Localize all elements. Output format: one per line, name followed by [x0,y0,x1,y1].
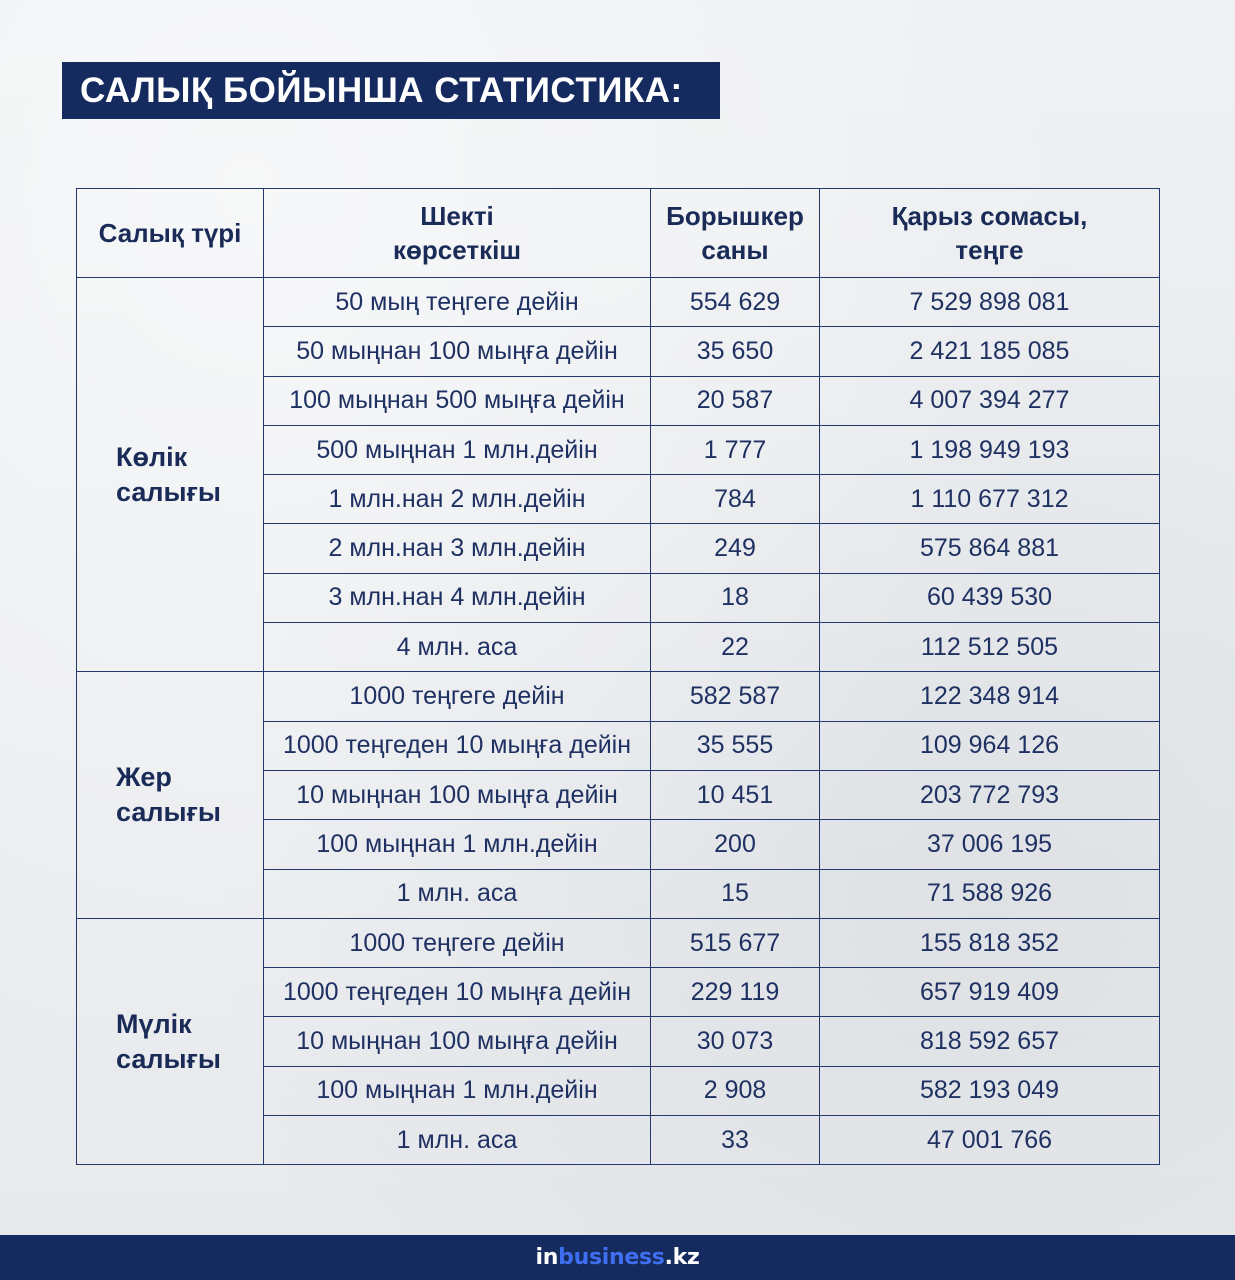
header-threshold-line2: көрсеткіш [393,235,521,265]
threshold-cell: 1000 теңгеге дейін [264,672,651,721]
debtors-cell: 22 [651,623,820,672]
threshold-cell: 1000 теңгеге дейін [264,918,651,967]
amount-cell: 1 198 949 193 [820,425,1160,474]
tax-type-name-line1: Мүлік [116,1008,192,1039]
header-threshold-line1: Шекті [420,201,494,231]
header-amount [820,189,1160,278]
header-threshold [264,189,651,278]
threshold-cell: 2 млн.нан 3 млн.дейін [264,524,651,573]
header-tax-type-label: Салық түрі [98,218,242,248]
logo-accent: business [558,1245,665,1270]
tax-type-cell [77,672,264,918]
header-tax-type [77,189,264,278]
page-title-banner [62,62,720,119]
threshold-cell: 1000 теңгеден 10 мыңға дейін [264,721,651,770]
amount-cell: 47 001 766 [820,1116,1160,1165]
table-header-row [77,189,1160,278]
amount-cell: 2 421 185 085 [820,327,1160,376]
tax-type-cell [77,278,264,672]
logo-prefix: in [535,1245,559,1270]
footer-bar [0,1235,1235,1280]
debtors-cell: 35 650 [651,327,820,376]
tax-type-name-line2: салығы [116,476,221,507]
threshold-cell: 100 мыңнан 1 млн.дейін [264,1066,651,1115]
threshold-cell: 3 млн.нан 4 млн.дейін [264,573,651,622]
tax-type-name-line1: Көлік [116,441,188,472]
debtors-cell: 582 587 [651,672,820,721]
amount-cell: 4 007 394 277 [820,376,1160,425]
table-row [77,672,1160,721]
table-row [77,278,1160,327]
debtors-cell: 30 073 [651,1017,820,1066]
debtors-cell: 229 119 [651,968,820,1017]
threshold-cell: 10 мыңнан 100 мыңға дейін [264,1017,651,1066]
amount-cell: 575 864 881 [820,524,1160,573]
threshold-cell: 500 мыңнан 1 млн.дейін [264,425,651,474]
header-debtors [651,189,820,278]
tax-type-name-line2: салығы [116,797,221,828]
debtors-cell: 33 [651,1116,820,1165]
debtors-cell: 784 [651,475,820,524]
threshold-cell: 50 мың теңгеге дейін [264,278,651,327]
debtors-cell: 15 [651,869,820,918]
debtors-cell: 10 451 [651,770,820,819]
debtors-cell: 2 908 [651,1066,820,1115]
debtors-cell: 35 555 [651,721,820,770]
tax-statistics-table [76,188,1160,1165]
table-row [77,918,1160,967]
amount-cell: 1 110 677 312 [820,475,1160,524]
amount-cell: 7 529 898 081 [820,278,1160,327]
header-debtors-line1: Борышкер [666,201,804,231]
tax-type-name-line2: салығы [116,1043,221,1074]
logo-suffix: .kz [664,1245,700,1270]
amount-cell: 122 348 914 [820,672,1160,721]
page-title: САЛЫҚ БОЙЫНША СТАТИСТИКА: [80,70,683,110]
debtors-cell: 20 587 [651,376,820,425]
amount-cell: 818 592 657 [820,1017,1160,1066]
amount-cell: 71 588 926 [820,869,1160,918]
amount-cell: 60 439 530 [820,573,1160,622]
amount-cell: 112 512 505 [820,623,1160,672]
threshold-cell: 50 мыңнан 100 мыңға дейін [264,327,651,376]
header-amount-line1: Қарыз сомасы, [891,201,1088,231]
amount-cell: 203 772 793 [820,770,1160,819]
amount-cell: 109 964 126 [820,721,1160,770]
threshold-cell: 100 мыңнан 1 млн.дейін [264,820,651,869]
debtors-cell: 554 629 [651,278,820,327]
debtors-cell: 18 [651,573,820,622]
debtors-cell: 1 777 [651,425,820,474]
threshold-cell: 100 мыңнан 500 мыңға дейін [264,376,651,425]
header-amount-line2: теңге [955,235,1024,265]
threshold-cell: 1 млн. аса [264,869,651,918]
amount-cell: 37 006 195 [820,820,1160,869]
debtors-cell: 515 677 [651,918,820,967]
tax-type-cell [77,918,264,1164]
threshold-cell: 1 млн.нан 2 млн.дейін [264,475,651,524]
threshold-cell: 1000 теңгеден 10 мыңға дейін [264,968,651,1017]
debtors-cell: 249 [651,524,820,573]
threshold-cell: 4 млн. аса [264,623,651,672]
site-logo[interactable] [536,1245,700,1270]
debtors-cell: 200 [651,820,820,869]
tax-type-name-line1: Жер [116,762,172,793]
threshold-cell: 1 млн. аса [264,1116,651,1165]
header-debtors-line2: саны [701,235,769,265]
threshold-cell: 10 мыңнан 100 мыңға дейін [264,770,651,819]
amount-cell: 657 919 409 [820,968,1160,1017]
amount-cell: 582 193 049 [820,1066,1160,1115]
amount-cell: 155 818 352 [820,918,1160,967]
table-body [77,278,1160,1165]
